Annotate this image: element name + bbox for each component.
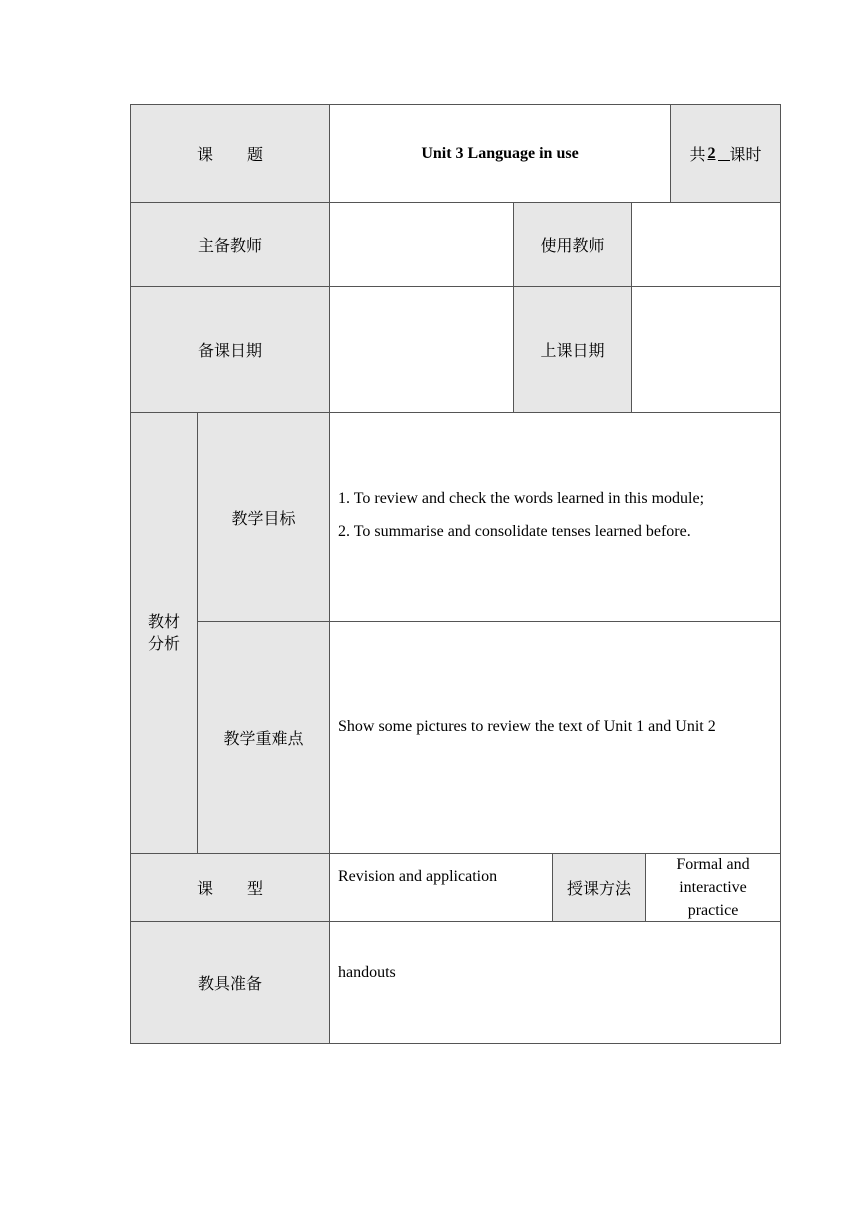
lesson-type-label-cell (130, 853, 330, 922)
objectives-label-cell (197, 412, 330, 622)
periods-prefix: 共 (689, 145, 706, 164)
materials-value-cell (329, 921, 781, 1044)
periods-suffix: 课时 (729, 145, 762, 164)
key-points-label: 教学重难点 (223, 729, 304, 748)
lesson-type-label-b: 型 (247, 879, 264, 898)
using-teacher-value-cell (631, 202, 781, 287)
class-date-label-cell (513, 286, 632, 413)
lesson-type-label-a: 课 (196, 879, 213, 898)
key-points-label-cell (197, 621, 330, 854)
method-line-1: Formal and (676, 856, 750, 873)
lesson-type-value: Revision and application (338, 868, 498, 885)
lead-teacher-label-cell (130, 202, 330, 287)
key-points-content-cell (329, 621, 781, 854)
topic-label-cell (130, 104, 330, 203)
method-line-3: practice (687, 902, 739, 919)
objectives-label: 教学目标 (231, 508, 296, 528)
analysis-group-label-cell (130, 412, 198, 854)
periods-cell (670, 104, 781, 203)
class-date-label: 上课日期 (540, 341, 605, 360)
using-teacher-label-cell (513, 202, 632, 287)
materials-label-cell (130, 921, 330, 1044)
materials-label: 教具准备 (197, 974, 262, 993)
method-line-2: interactive (679, 879, 747, 896)
lead-teacher-label: 主备教师 (197, 236, 262, 255)
prep-date-value-cell (329, 286, 514, 413)
lesson-title: Unit 3 Language in use (421, 144, 579, 162)
periods-value: 2 (707, 144, 716, 162)
method-label-cell (552, 853, 646, 922)
lesson-type-value-cell (329, 853, 553, 922)
topic-title-cell (329, 104, 671, 203)
lead-teacher-value-cell (329, 202, 514, 287)
method-label: 授课方法 (566, 879, 631, 898)
objective-item-2: 2. To summarise and consolidate tenses learned before. (338, 523, 691, 540)
objective-item-1: 1. To review and check the words learned in this module; (338, 490, 705, 507)
prep-date-label-cell (130, 286, 330, 413)
materials-value: handouts (338, 964, 396, 981)
prep-date-label: 备课日期 (197, 341, 262, 360)
analysis-group-label-line1: 教材 (147, 612, 180, 631)
objectives-content-cell (329, 412, 781, 622)
using-teacher-label: 使用教师 (540, 236, 605, 255)
key-points-text: Show some pictures to review the text of Unit 1 and Unit 2 (338, 717, 716, 735)
topic-label-b: 题 (247, 145, 264, 164)
method-value-cell (645, 853, 781, 922)
topic-label-a: 课 (196, 145, 213, 164)
class-date-value-cell (631, 286, 781, 413)
analysis-group-label-line2: 分析 (147, 634, 180, 653)
